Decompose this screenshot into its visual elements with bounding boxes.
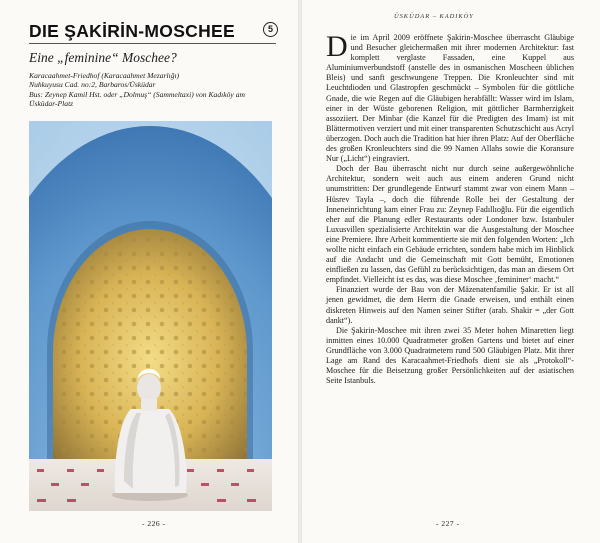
left-page	[0, 0, 298, 543]
chapter-title: DIE ŞAKİRİN-MOSCHEE	[29, 21, 235, 41]
mosque-mihrab-photo	[29, 121, 272, 511]
drop-cap: D	[326, 30, 348, 63]
transport-line: Bus: Zeynep Kamil Hst. oder „Dolmuş“ (Sammeltaxi) von Kadıköy am	[29, 89, 245, 99]
chapter-subtitle: Eine „feminine“ Moschee?	[29, 50, 177, 65]
paragraph-3: Finanziert wurde der Bau von der Mäzenatenfamilie Şakir. Er ist all jenen gewidmet, die dem Herrn die Gnade erweisen, und enthält einen diskreten Hinweis auf den Namen seiner Stifter (arab. Shakir = „der Gott dankt“).	[326, 285, 574, 325]
address-line: Nuhkuyusu Cad. no:2, Barbaros/Üsküdar	[29, 80, 156, 90]
paragraph-2: Doch der Bau überrascht nicht nur durch seine außergewöhnliche Architektur, sondern weit auch aus einem anderen Grund nicht unumstritten: Der grundlegende Entwurf stammt zwar von einem Mann – Hüsrev Tayla –, doch die führende Rolle bei der Gestaltung der Inneneinrichtung kam einer Frau zu: Zeynep Fadıllıoğlu. Für die eigentlich eher auf die Planung edler Restaurants oder Londoner bzw. Istanbuler Luxusvillen spezialisierte Architektin war die Ausgestaltung der Moschee eine Premiere. Ihre Arbeit kommentierte sie mit den folgenden Worten: „Ich wollte nicht einfach ein Gebäude errichten, sondern habe mich im Hinblick auf die Andacht und die Gemeinschaft mit Gott bemüht, Emotionen einfließen zu lassen, das Gefühl zu berücksichtigen, das man an diesem Ort empfindet. Vielleicht ist es das, was diese Moschee ‚femininer‘ macht.“	[326, 164, 574, 285]
paragraph-1	[326, 30, 574, 164]
page-number-right: - 227 -	[436, 519, 460, 528]
paragraph-4: Die Şakirin-Moschee mit ihren zwei 35 Meter hohen Minaretten liegt inmitten eines 10.000 Quadratmeter großen Gartens und bietet auf einer Grundfläche von 3.000 Quadratmetern rund 500 Gläubigen Platz. Mit ihrer Lage am Rand des Karacaahmet-Friedhofs dient sie als „Protokoll“-Moschee für die Beisetzung großer Persönlichkeiten auf der asiatischen Seite Istanbuls.	[326, 325, 574, 386]
chapter-number-badge: 5	[263, 22, 278, 37]
transport-line-continued: Üsküdar-Platz	[29, 99, 74, 109]
location-info	[29, 71, 279, 109]
article-body	[326, 30, 574, 386]
location-line: Karacaahmet-Friedhof (Karacaahmet Mezarlığı)	[29, 71, 180, 80]
running-head: ÜSKÜDAR – KADIKÖY	[394, 13, 474, 20]
paragraph-1-text: ie im April 2009 eröffnete Şakirin-Moschee überrascht Gläubige und Besucher gleichermaßen mit ihrer modernen Architektur: fast komplett verglaste Fassaden, eine Kuppel aus Aluminiumverbundstoff (anstelle des in osmanischen Moscheen üblichen Bleis) und sanft geschwungene Treppen. Die Kronleuchter sind mit Leuchtdioden und Glastropfen geschmückt – Symbolen für die göttliche Gnade, die wie Regen auf die Gläubigen herabfällt: Wasser wird im Islam, einer in der Wüste geborenen Religion, mit göttlicher Barmherzigkeit assoziiert. Der Minbar (die Kanzel für die Predigten des Imam) ist mit Blättermotiven verziert und mit einer transparenten Schutzschicht aus Acryl überzogen. Doch auch die Tradition hat hier ihren Platz: Auf der Oberfläche des großen Kronleuchters sind die 99 Namen Allahs sowie die Koransure Nur („Licht“) eingraviert.	[326, 33, 574, 164]
page-number-left: - 226 -	[142, 519, 166, 528]
title-divider	[29, 43, 276, 44]
